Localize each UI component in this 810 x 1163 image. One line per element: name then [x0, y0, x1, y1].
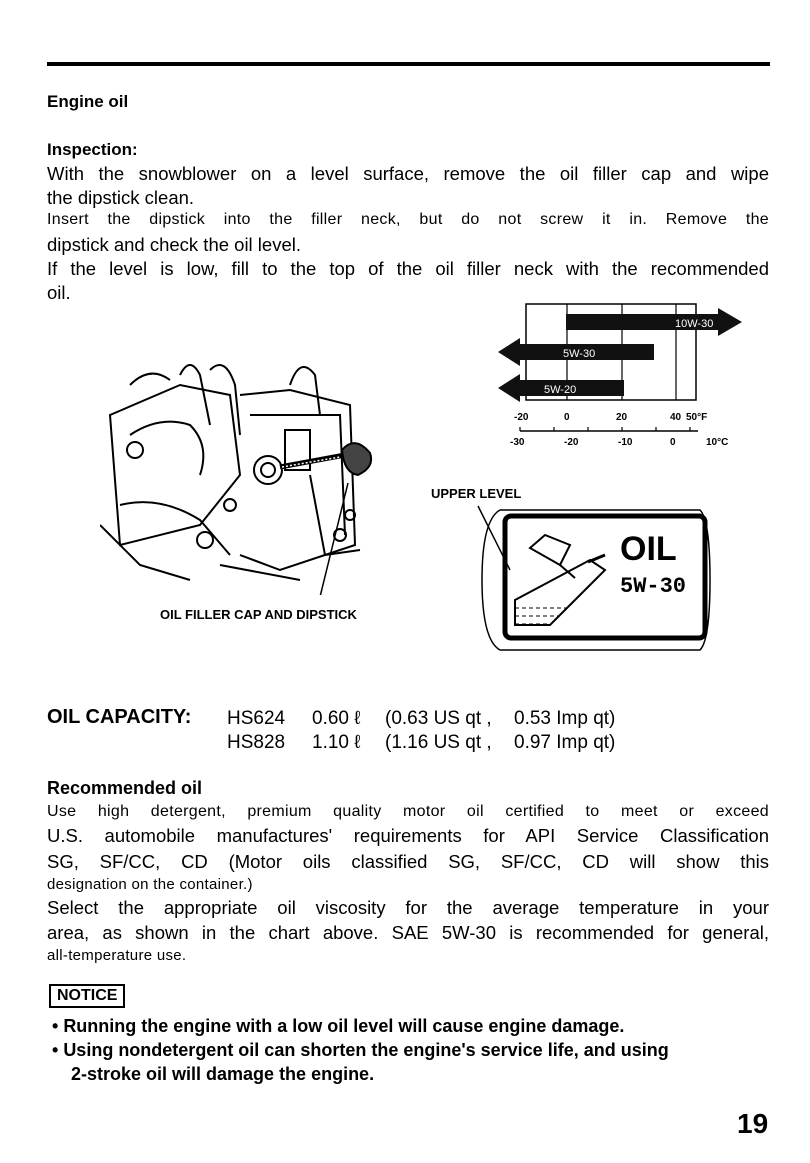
recommended-heading: Recommended oil	[47, 778, 203, 798]
upper-level-label: UPPER LEVEL	[431, 486, 522, 501]
notice-bullet-text: Using nondetergent oil can shorten the engine's service life, and using	[63, 1040, 669, 1060]
capacity-model: HS828	[227, 732, 286, 753]
recommended-line: U.S. automobile manufactures' requirements for API Service Classification	[47, 825, 769, 846]
recommended-line: SG, SF/CC, CD (Motor oils classified SG, SF/CC, CD will show this	[47, 851, 769, 872]
recommended-line: Select the appropriate oil viscosity for the average temperature in your	[47, 897, 769, 918]
recommended-line: area, as shown in the chart above. SAE 5W-30 is recommended for general,	[47, 922, 769, 943]
inspection-line: oil.	[47, 282, 71, 303]
notice-bullet: • Using nondetergent oil can shorten the engine's service life, and using	[52, 1040, 669, 1060]
capacity-model: HS624	[227, 708, 286, 729]
inspection-heading: Inspection:	[47, 140, 138, 159]
oil-sign-text: OIL	[620, 530, 677, 568]
chart-c-tick: -20	[564, 437, 579, 448]
engine-label: OIL FILLER CAP AND DIPSTICK	[160, 607, 357, 622]
chart-c-tick: -30	[510, 437, 525, 448]
recommended-line: designation on the container.)	[47, 876, 253, 893]
viscosity-chart	[480, 298, 760, 458]
inspection-line: If the level is low, fill to the top of the oil filler neck with the recommended	[47, 258, 769, 279]
inspection-line: the dipstick clean.	[47, 187, 195, 208]
chart-c-tick: -10	[618, 437, 633, 448]
capacity-imp: 0.97 Imp qt)	[514, 732, 616, 753]
chart-f-tick: -20	[514, 412, 529, 423]
capacity-liters: 1.10 ℓ	[312, 732, 361, 753]
section-title: Engine oil	[47, 92, 129, 111]
capacity-label: OIL CAPACITY:	[47, 706, 192, 728]
inspection-line: With the snowblower on a level surface, remove the oil filler cap and wipe	[47, 163, 769, 184]
capacity-us: (1.16 US qt ,	[385, 732, 492, 753]
chart-f-tick: 40	[670, 412, 682, 423]
inspection-line: Insert the dipstick into the filler neck, but do not screw it in. Remove the	[47, 211, 769, 228]
chart-c-tick: 10°C	[706, 437, 729, 448]
chart-bar-label: 5W-30	[563, 348, 596, 360]
notice-bullet: • Running the engine with a low oil level will cause engine damage.	[52, 1016, 625, 1036]
capacity-us: (0.63 US qt ,	[385, 708, 492, 729]
recommended-line: Use high detergent, premium quality motor oil certified to meet or exceed	[47, 803, 769, 820]
notice-box: NOTICE	[49, 984, 125, 1008]
page-number: 19	[737, 1108, 769, 1139]
capacity-liters: 0.60 ℓ	[312, 708, 361, 729]
chart-bar-label: 5W-20	[544, 384, 577, 396]
engine-illustration	[100, 355, 390, 595]
chart-c-tick: 0	[670, 437, 676, 448]
top-rule	[47, 62, 770, 66]
chart-f-tick: 50°F	[686, 412, 708, 423]
capacity-imp: 0.53 Imp qt)	[514, 708, 616, 729]
chart-bar-10w30	[566, 308, 742, 336]
oil-level-sign	[470, 500, 720, 660]
chart-f-tick: 20	[616, 412, 628, 423]
recommended-line: all-temperature use.	[47, 947, 187, 964]
chart-bar-label: 10W-30	[675, 318, 714, 330]
oil-sign-grade: 5W-30	[620, 574, 687, 599]
notice-bullet-text: Running the engine with a low oil level will cause engine damage.	[63, 1016, 625, 1036]
inspection-line: dipstick and check the oil level.	[47, 234, 301, 255]
chart-f-tick: 0	[564, 412, 570, 423]
notice-bullet-continuation: 2-stroke oil will damage the engine.	[71, 1064, 375, 1084]
